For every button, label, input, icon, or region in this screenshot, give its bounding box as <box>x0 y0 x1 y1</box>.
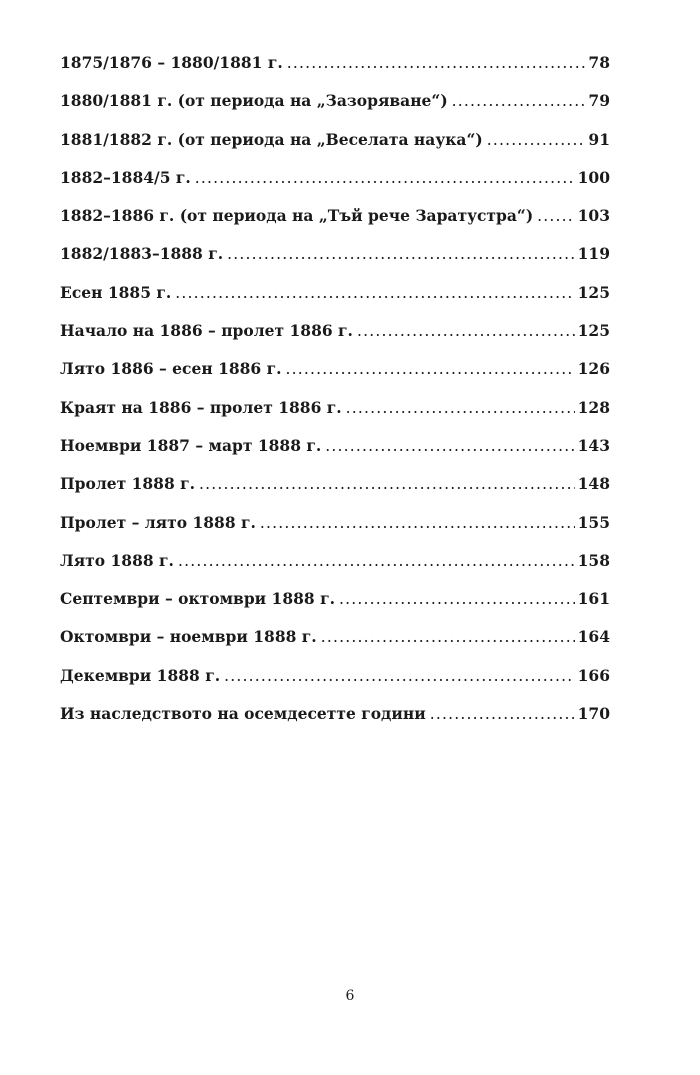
toc-entry <box>60 130 610 168</box>
toc-entry-title: 1882/1883–1888 г. <box>60 244 224 264</box>
toc-entry <box>60 589 610 627</box>
toc-entry <box>60 627 610 665</box>
page-number: 6 <box>345 988 355 1004</box>
toc-entry-page: 125 <box>577 321 610 341</box>
toc-entry <box>60 206 610 244</box>
toc-entry-page: 170 <box>577 704 610 724</box>
toc-entry-title: Из наследството на осемдесетте години <box>60 704 426 724</box>
toc-entry-title: Пролет – лято 1888 г. <box>60 512 256 532</box>
toc-entry-page: 78 <box>588 53 610 72</box>
toc-entry-title: Есен 1885 г. <box>60 282 172 302</box>
toc-entry-title: Лято 1886 – есен 1886 г. <box>60 359 282 379</box>
toc-entry-title: Септември – октомври 1888 г. <box>60 589 335 609</box>
toc-dot-leader <box>487 131 586 149</box>
toc-entry <box>60 53 610 91</box>
toc-entry-title: 1875/1876 – 1880/1881 г. <box>60 53 283 72</box>
toc-dot-leader <box>287 54 586 72</box>
toc-entry-title: Декември 1888 г. <box>60 665 221 685</box>
toc-dot-leader <box>286 360 575 378</box>
toc-entry-page: 128 <box>577 397 610 417</box>
toc-entry-title: Начало на 1886 – пролет 1886 г. <box>60 321 353 341</box>
toc-dot-leader <box>452 92 586 110</box>
toc-entry-page: 119 <box>577 244 610 264</box>
toc-entry-title: Краят на 1886 – пролет 1886 г. <box>60 397 342 417</box>
toc-dot-leader <box>325 437 574 455</box>
toc-entry-title: Ноември 1887 – март 1888 г. <box>60 435 322 455</box>
toc-dot-leader <box>357 322 575 340</box>
toc-dot-leader <box>227 245 575 263</box>
toc-entry <box>60 168 610 206</box>
toc-entry-page: 125 <box>577 282 610 302</box>
toc-entry-page: 143 <box>577 435 610 455</box>
toc-entry-title: Пролет 1888 г. <box>60 474 196 494</box>
toc-entry-title: 1882–1884/5 г. <box>60 167 191 187</box>
toc-dot-leader <box>175 284 574 302</box>
toc-entry <box>60 704 610 742</box>
toc-entry <box>60 474 610 512</box>
toc-dot-leader <box>199 475 575 493</box>
toc-entry-page: 164 <box>577 627 610 647</box>
toc-entry <box>60 436 610 474</box>
toc-entry-page: 100 <box>577 167 610 187</box>
toc-entry-page: 103 <box>577 206 610 226</box>
toc-dot-leader <box>321 628 575 646</box>
toc-entry-title: Октомври – ноември 1888 г. <box>60 627 317 647</box>
toc-entry-title: 1880/1881 г. (от периода на „Зазоряване“) <box>60 91 448 111</box>
toc-entry-title: Лято 1888 г. <box>60 550 174 570</box>
toc-entry-title: 1882–1886 г. (от периода на „Тъй рече Заратустра“) <box>60 206 534 226</box>
toc-entry-page: 79 <box>588 91 610 111</box>
toc-dot-leader <box>339 590 575 608</box>
toc-entry-page: 91 <box>588 129 610 149</box>
toc-entry <box>60 321 610 359</box>
toc-entry-page: 155 <box>577 512 610 532</box>
toc-entry <box>60 359 610 397</box>
toc-entry <box>60 283 610 321</box>
toc-entry-page: 148 <box>577 474 610 494</box>
toc-entry-page: 126 <box>577 359 610 379</box>
toc-dot-leader <box>195 169 575 187</box>
toc-entry <box>60 91 610 129</box>
toc-dot-leader <box>346 399 575 417</box>
toc-dot-leader <box>260 514 575 532</box>
toc-entry-page: 166 <box>577 665 610 685</box>
toc-dot-leader <box>430 705 575 723</box>
toc-dot-leader <box>537 207 574 225</box>
toc-entry <box>60 666 610 704</box>
toc-dot-leader <box>178 552 575 570</box>
table-of-contents <box>60 53 610 742</box>
toc-entry-page: 161 <box>577 589 610 609</box>
toc-entry <box>60 513 610 551</box>
toc-entry-page: 158 <box>577 550 610 570</box>
toc-entry-title: 1881/1882 г. (от периода на „Веселата наука“) <box>60 129 483 149</box>
toc-entry <box>60 244 610 282</box>
toc-dot-leader <box>224 667 575 685</box>
toc-entry <box>60 398 610 436</box>
toc-entry <box>60 551 610 589</box>
